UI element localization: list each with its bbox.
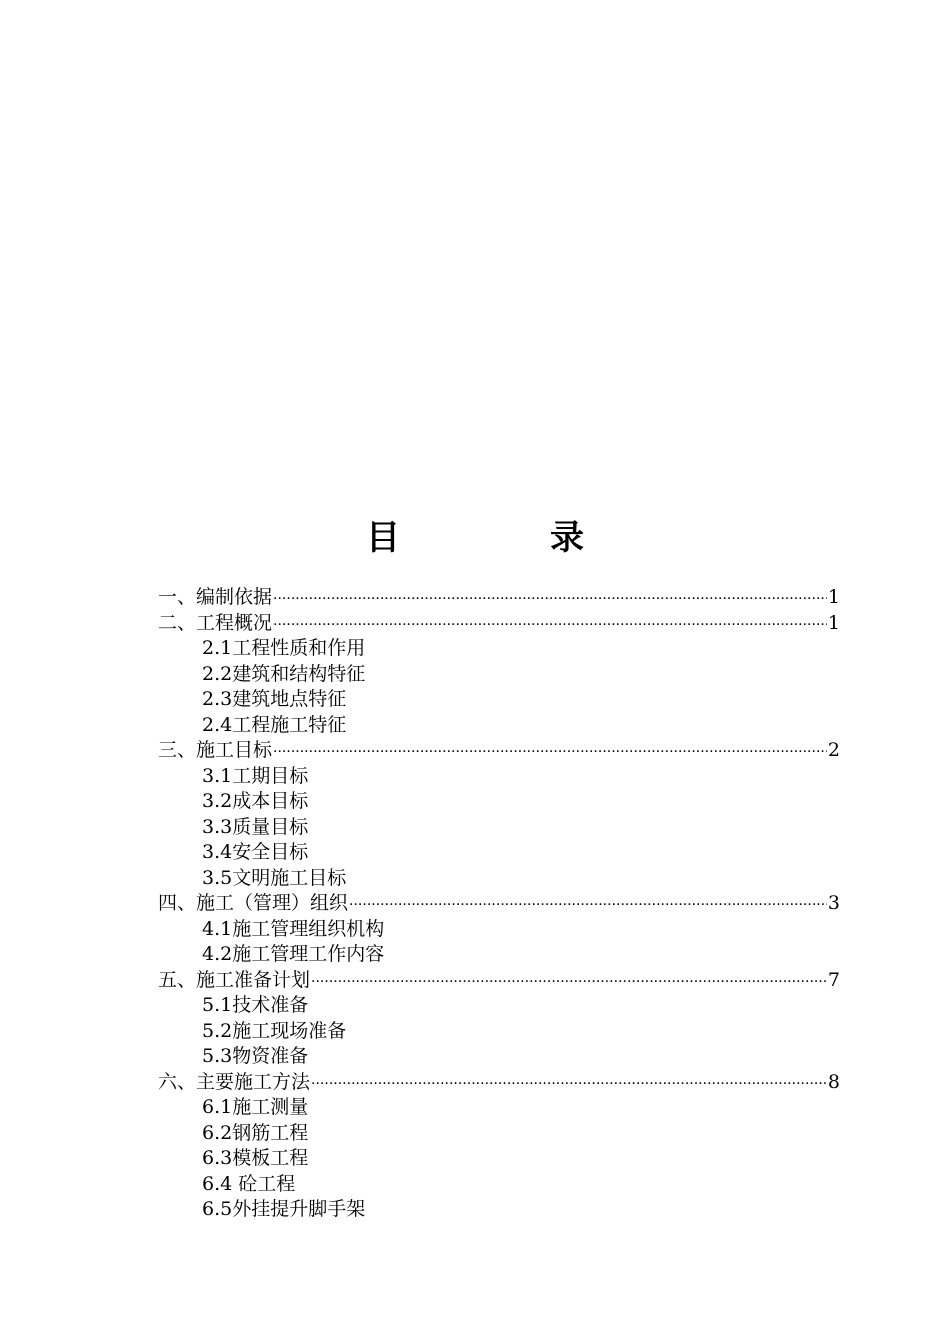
toc-subsection-entry[interactable] [158,942,840,968]
toc-entry-label: 3.3质量目标 [202,815,309,838]
toc-entry-label: 5.3物资准备 [202,1045,309,1067]
toc-subsection-entry[interactable] [158,1095,840,1121]
toc-subsection-entry[interactable] [158,917,840,943]
toc-entry-label: 六、主要施工方法 [158,1070,311,1093]
toc-entry-label: 3.2成本目标 [202,790,309,812]
toc-page-number: 3 [827,892,840,914]
toc-entry-label: 6.5外挂提升脚手架 [202,1198,366,1220]
toc-subsection-entry[interactable] [158,1146,840,1172]
toc-entry-label: 2.1工程性质和作用 [202,637,366,659]
toc-dot-leader [311,1072,827,1098]
toc-subsection-entry[interactable] [158,993,840,1019]
toc-entry-label: 3.4安全目标 [202,841,309,863]
toc-entry-label: 3.5文明施工目标 [202,866,347,889]
toc-entry-label: 6.4 砼工程 [202,1172,296,1195]
toc-entry-label: 2.4工程施工特征 [202,713,347,736]
toc-subsection-entry[interactable] [158,789,840,815]
toc-subsection-entry[interactable] [158,1121,840,1147]
toc-section-entry[interactable] [158,968,840,994]
toc-dot-leader [273,587,827,613]
toc-page-number: 1 [827,611,840,634]
toc-page-number: 2 [827,739,840,761]
toc-entry-label: 6.1施工测量 [202,1096,309,1118]
toc-subsection-entry[interactable] [158,662,840,688]
toc-section-entry[interactable] [158,891,840,917]
toc-entry-label: 一、编制依据 [158,586,273,608]
toc-entry-label: 4.1施工管理组织机构 [202,917,385,940]
toc-subsection-entry[interactable] [158,1197,840,1223]
toc-section-entry[interactable] [158,738,840,764]
toc-section-entry[interactable] [158,611,840,637]
toc-entry-label: 五、施工准备计划 [158,968,311,991]
toc-entry-label: 6.3模板工程 [202,1147,309,1169]
toc-subsection-entry[interactable] [158,636,840,662]
toc-subsection-entry[interactable] [158,815,840,841]
toc-dot-leader [273,613,827,639]
toc-subsection-entry[interactable] [158,1019,840,1045]
toc-dot-leader [311,970,827,996]
toc-page-number: 1 [827,586,840,608]
toc-entry-label: 2.3建筑地点特征 [202,688,347,710]
toc-subsection-entry[interactable] [158,840,840,866]
toc-entry-label: 4.2施工管理工作内容 [202,943,385,965]
toc-page-number: 7 [827,968,840,991]
toc-dot-leader [349,893,827,919]
toc-entry-label: 3.1工期目标 [202,764,309,787]
toc-section-entry[interactable] [158,585,840,611]
toc-entry-label: 6.2钢筋工程 [202,1121,309,1144]
toc-title-char-2: 录 [550,518,584,558]
toc-list [158,585,840,1223]
toc-entry-label: 三、施工目标 [158,739,273,761]
toc-page-number: 8 [827,1070,840,1093]
toc-dot-leader [273,740,827,766]
toc-subsection-entry[interactable] [158,1172,840,1198]
toc-subsection-entry[interactable] [158,1044,840,1070]
toc-entry-label: 5.1技术准备 [202,994,309,1016]
toc-entry-label: 2.2建筑和结构特征 [202,662,366,685]
toc-subsection-entry[interactable] [158,687,840,713]
toc-entry-label: 二、工程概况 [158,611,273,634]
toc-title [0,512,950,564]
toc-entry-label: 四、施工（管理）组织 [158,892,349,914]
toc-section-entry[interactable] [158,1070,840,1096]
toc-subsection-entry[interactable] [158,866,840,892]
toc-entry-label: 5.2施工现场准备 [202,1019,347,1042]
toc-subsection-entry[interactable] [158,764,840,790]
toc-subsection-entry[interactable] [158,713,840,739]
toc-title-char-1: 目 [366,518,400,558]
